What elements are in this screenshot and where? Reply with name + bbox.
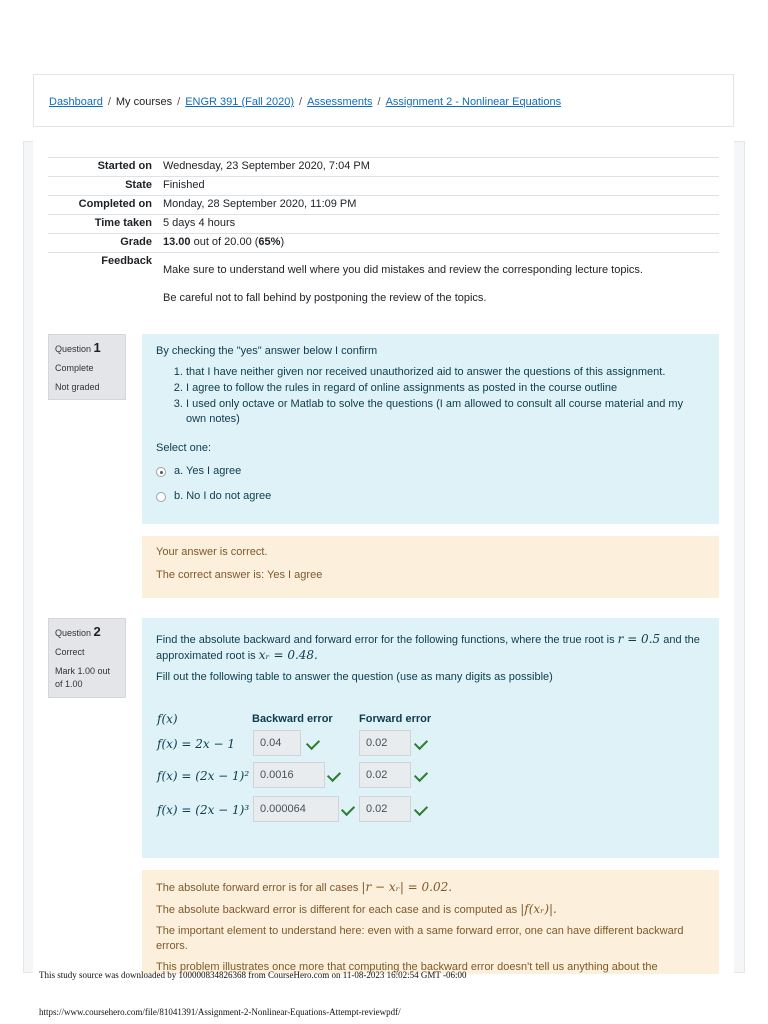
select-one-label: Select one: [156, 442, 212, 454]
summary-row-started [48, 158, 719, 177]
row-3-forward-input[interactable]: 0.02 [359, 796, 411, 822]
summary-row-grade [48, 234, 719, 253]
breadcrumb-my-courses: My courses [115, 96, 173, 108]
summary-row-feedback [48, 253, 719, 308]
feedback-backward [156, 902, 705, 918]
grade-end: ) [280, 236, 285, 248]
row-1-forward-input[interactable]: 0.02 [359, 730, 411, 756]
question-grade: Mark 1.00 out of 1.00 [55, 666, 111, 689]
feedback-label: Feedback [101, 255, 152, 267]
question-2-prompt [156, 632, 705, 664]
question-number: 1 [93, 340, 101, 355]
grade-percent: 65% [258, 236, 281, 248]
question-1-feedback [142, 536, 719, 598]
question-state: Correct [55, 647, 85, 657]
grade-value [157, 234, 719, 253]
prompt-text-a: Find the absolute backward and forward error for the following functions, where the true root is [156, 634, 618, 646]
list-item: 2. I agree to follow the rules in regard of online assignments as posted in the course outline [186, 381, 705, 396]
row-1-backward-input[interactable]: 0.04 [253, 730, 301, 756]
true-root: r = 0.5 [617, 632, 661, 646]
feedback-answer: The correct answer is: Yes I agree [156, 569, 323, 581]
option-a[interactable] [156, 464, 705, 479]
breadcrumb-assessments[interactable]: Assessments [307, 96, 373, 108]
question-label: Question [55, 628, 92, 638]
feedback-forward-text: The absolute forward error is for all cases [156, 882, 362, 894]
option-a-label: a. Yes I agree [174, 465, 242, 477]
row-2-backward-input[interactable]: 0.0016 [253, 762, 325, 788]
prompt-text-b: and the approximated root is [156, 634, 700, 662]
row-3-backward-input[interactable]: 0.000064 [253, 796, 339, 822]
question-state: Complete [55, 363, 94, 373]
question-1-info [48, 334, 126, 400]
question-2-feedback [142, 870, 719, 974]
started-label: Started on [48, 158, 157, 177]
feedback-forward [156, 880, 705, 896]
completed-label: Completed on [48, 196, 157, 215]
download-notice: This study source was downloaded by 100000834826368 from CourseHero.com on 11-08-2023 16:02:54 GMT -06:00 [39, 970, 467, 980]
option-b[interactable] [156, 489, 705, 504]
summary-row-completed [48, 196, 719, 215]
row-2-function: f(x) = (2x − 1)² [157, 769, 250, 783]
radio-b[interactable] [156, 492, 166, 502]
attempt-summary-table [48, 157, 719, 307]
approx-root: xᵣ = 0.48. [258, 648, 318, 662]
state-label: State [48, 177, 157, 196]
question-number: 2 [93, 624, 101, 639]
breadcrumb-separator: / [299, 96, 303, 108]
question-1-text [142, 334, 719, 524]
radio-a[interactable] [156, 467, 166, 477]
option-b-label: b. No I do not agree [174, 490, 272, 502]
breadcrumb-separator: / [377, 96, 381, 108]
breadcrumb-separator: / [107, 96, 111, 108]
question-2-info [48, 618, 126, 698]
breadcrumb [33, 74, 734, 127]
breadcrumb-assignment[interactable]: Assignment 2 - Nonlinear Equations [385, 96, 562, 108]
grade-score: 13.00 [163, 236, 191, 248]
time-label: Time taken [48, 215, 157, 234]
time-value: 5 days 4 hours [157, 215, 719, 234]
feedback-important: The important element to understand here: even with a same forward error, one can have different backward errors. [156, 925, 684, 952]
list-item: 3. I used only octave or Matlab to solve the questions (I am allowed to consult all course material and my own notes) [186, 397, 705, 427]
breadcrumb-dashboard[interactable]: Dashboard [49, 96, 103, 108]
feedback-backward-math: |f(xᵣ)|. [520, 902, 557, 916]
question-1-intro: By checking the "yes" answer below I confirm [156, 345, 378, 357]
question-grade: Not graded [55, 382, 100, 392]
feedback-backward-text: The absolute backward error is different for each case and is computed as [156, 904, 521, 916]
question-2-instruction: Fill out the following table to answer the question (use as many digits as possible) [156, 671, 553, 683]
breadcrumb-course[interactable]: ENGR 391 (Fall 2020) [185, 96, 295, 108]
feedback-value [157, 253, 719, 308]
feedback-forward-math: |r − xᵣ| = 0.02. [361, 880, 453, 894]
row-1-function: f(x) = 2x − 1 [157, 737, 235, 751]
column-header-f: f(x) [157, 712, 178, 726]
row-2-forward-input[interactable]: 0.02 [359, 762, 411, 788]
started-value: Wednesday, 23 September 2020, 7:04 PM [157, 158, 719, 177]
question-1-list [156, 365, 705, 427]
feedback-correct: Your answer is correct. [156, 546, 268, 558]
breadcrumb-separator: / [177, 96, 181, 108]
feedback-text-2: Be careful not to fall behind by postponing the review of the topics. [163, 292, 487, 304]
grade-label: Grade [48, 234, 157, 253]
list-item: 1. that I have neither given nor received unauthorized aid to answer the questions of this assignment. [186, 365, 705, 380]
source-url: https://www.coursehero.com/file/81041391/Assignment-2-Nonlinear-Equations-Attempt-reviewpdf/ [39, 1007, 401, 1017]
question-label: Question [55, 344, 92, 354]
row-3-function: f(x) = (2x − 1)³ [157, 803, 250, 817]
feedback-text-1: Make sure to understand well where you did mistakes and review the corresponding lecture topics. [163, 264, 643, 276]
summary-row-time [48, 215, 719, 234]
completed-value: Monday, 28 September 2020, 11:09 PM [157, 196, 719, 215]
summary-row-state [48, 177, 719, 196]
column-header-forward: Forward error [359, 713, 432, 725]
grade-mid: out of 20.00 ( [190, 236, 259, 248]
column-header-backward: Backward error [252, 713, 333, 725]
state-value: Finished [157, 177, 719, 196]
feedback-illustrates: This problem illustrates once more that computing the backward error doesn't tell us anything about the [156, 961, 658, 973]
